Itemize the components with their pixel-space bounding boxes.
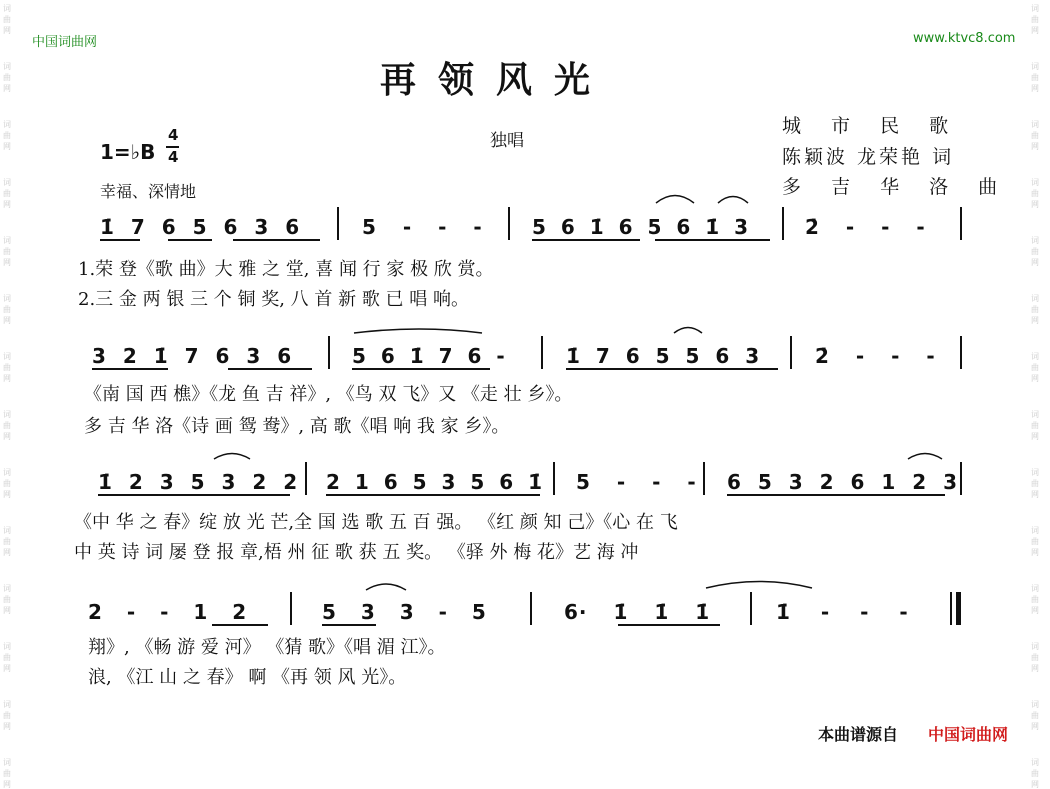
watermark-glyph: 词 [3, 468, 11, 477]
watermark-glyph: 网 [3, 316, 11, 325]
measure-1-3: 5 6 1̇ 6 5 6 1̇ 3 [532, 215, 750, 239]
watermark-glyph: 网 [1031, 490, 1039, 499]
lyric-line-2-1: 《南 国 西 樵》《龙 鱼 吉 祥》, 《鸟 双 飞》又 《走 壮 乡》。 [84, 384, 573, 405]
watermark-glyph: 曲 [1031, 595, 1039, 604]
key-signature: 1=♭B [100, 140, 156, 164]
watermark-glyph: 曲 [3, 189, 11, 198]
watermark-glyph: 网 [3, 606, 11, 615]
lyric-line-1-1: 1.荣 登《歌 曲》大 雅 之 堂, 喜 闻 行 家 极 欣 赏。 [78, 259, 494, 280]
lyric-line-2-2: 多 吉 华 洛《诗 画 鸳 鸯》, 高 歌《唱 响 我 家 乡》。 [84, 416, 510, 437]
watermark-glyph: 网 [1031, 722, 1039, 731]
watermark-glyph: 网 [1031, 258, 1039, 267]
slur [706, 582, 812, 589]
watermark-glyph: 曲 [3, 305, 11, 314]
watermark-glyph: 词 [1031, 584, 1039, 593]
watermark-glyph: 网 [1031, 780, 1039, 789]
watermark-glyph: 词 [1031, 352, 1039, 361]
watermark-glyph: 曲 [3, 73, 11, 82]
watermark-glyph: 词 [3, 62, 11, 71]
watermark-glyph: 词 [3, 526, 11, 535]
watermark-glyph: 网 [1031, 316, 1039, 325]
measure-4-3: 6· 1̇ 1̇ 1̇ [564, 600, 711, 624]
watermark-glyph: 网 [3, 548, 11, 557]
time-signature-top: 4 [168, 126, 179, 144]
measure-4-2: 5 3 3 - 5 [322, 600, 487, 624]
watermark-glyph: 词 [1031, 700, 1039, 709]
site-url-right: www.ktvc8.com [913, 31, 1016, 46]
measure-1-2: 5 - - - [362, 215, 483, 239]
lyric-line-3-2: 中 英 诗 词 屡 登 报 章,梧 州 征 歌 获 五 奖。 《驿 外 梅 花》艺 海 冲 [74, 542, 639, 563]
watermark-glyph: 词 [3, 236, 11, 245]
footer-source-label: 本曲谱源自 [818, 725, 899, 744]
measure-1-4: 2̇ - - - [805, 215, 926, 239]
watermark-glyph: 曲 [1031, 189, 1039, 198]
watermark-glyph: 词 [1031, 526, 1039, 535]
watermark-glyph: 曲 [1031, 305, 1039, 314]
lyric-line-3-1: 《中 华 之 春》绽 放 光 芒,全 国 选 歌 五 百 强。 《红 颜 知 己》《心 在 飞 [74, 512, 678, 533]
lyric-line-1-2: 2.三 金 两 银 三 个 铜 奖, 八 首 新 歌 已 唱 响。 [78, 289, 469, 310]
lyric-line-4-1: 翔》, 《畅 游 爱 河》 《猜 歌》《唱 湄 江》。 [88, 637, 446, 658]
watermark-glyph: 曲 [3, 131, 11, 140]
watermark-glyph: 曲 [3, 537, 11, 546]
watermark-glyph: 词 [3, 4, 11, 13]
measure-1-1: 1̇ 7 6 5 6 3 6 [100, 215, 301, 239]
watermark-glyph: 词 [3, 120, 11, 129]
watermark-glyph: 曲 [1031, 131, 1039, 140]
watermark-glyph: 网 [3, 490, 11, 499]
slur [718, 197, 748, 204]
watermark-glyph: 曲 [1031, 247, 1039, 256]
slur [366, 584, 406, 590]
watermark-glyph: 网 [1031, 26, 1039, 35]
watermark-glyph: 曲 [3, 421, 11, 430]
slur [674, 328, 702, 334]
watermark-glyph: 网 [3, 780, 11, 789]
watermark-glyph: 词 [3, 584, 11, 593]
watermark-glyph: 曲 [1031, 15, 1039, 24]
watermark-glyph: 网 [1031, 200, 1039, 209]
measure-3-1: 1̇ 2 3 5 3 2 2 [98, 470, 299, 494]
watermark-glyph: 词 [1031, 178, 1039, 187]
slur [214, 454, 250, 460]
measure-3-2: 2 1 6 5 3 5 6 1̇ [326, 470, 544, 494]
watermark-glyph: 曲 [3, 653, 11, 662]
slur [656, 196, 694, 204]
watermark-glyph: 曲 [1031, 73, 1039, 82]
watermark-glyph: 网 [3, 84, 11, 93]
watermark-glyph: 网 [3, 200, 11, 209]
watermark-glyph: 网 [1031, 664, 1039, 673]
watermark-glyph: 词 [1031, 236, 1039, 245]
style-label: 独唱 [490, 131, 524, 151]
measure-2-4: 2̇ - - - [815, 344, 936, 368]
watermark-glyph: 网 [1031, 432, 1039, 441]
measure-2-1: 3 2 1̇ 7 6 3 6 [92, 344, 293, 368]
watermark-glyph: 网 [1031, 374, 1039, 383]
watermark-glyph: 曲 [1031, 711, 1039, 720]
watermark-glyph: 曲 [3, 595, 11, 604]
tempo-marking: 幸福、深情地 [100, 182, 197, 201]
watermark-glyph: 词 [3, 410, 11, 419]
measure-2-2: 5 6 1̇ 7 6 - [352, 344, 506, 368]
watermark-glyph: 网 [1031, 606, 1039, 615]
watermark-glyph: 词 [1031, 294, 1039, 303]
watermark-glyph: 网 [3, 432, 11, 441]
watermark-glyph: 词 [1031, 642, 1039, 651]
watermark-glyph: 词 [1031, 62, 1039, 71]
measure-3-3: 5 - - - [576, 470, 697, 494]
watermark-glyph: 网 [3, 664, 11, 673]
watermark-glyph: 词 [1031, 4, 1039, 13]
measure-2-3: 1̇ 7 6 5 5 6 3 [566, 344, 761, 368]
slur [354, 329, 482, 333]
watermark-glyph: 曲 [1031, 653, 1039, 662]
slur [908, 454, 942, 460]
watermark-glyph: 曲 [3, 247, 11, 256]
watermark-glyph: 词 [3, 178, 11, 187]
watermark-glyph: 曲 [1031, 479, 1039, 488]
watermark-glyph: 词 [1031, 758, 1039, 767]
watermark-glyph: 曲 [3, 769, 11, 778]
footer-source-site: 中国词曲网 [928, 725, 1009, 744]
watermark-glyph: 曲 [1031, 769, 1039, 778]
watermark-glyph: 词 [3, 700, 11, 709]
watermark-glyph: 网 [3, 26, 11, 35]
watermark-glyph: 词 [1031, 468, 1039, 477]
song-title: 再领风光 [380, 59, 613, 101]
genre-credit: 城 市 民 歌 [782, 115, 961, 137]
watermark-glyph: 网 [3, 722, 11, 731]
watermark-glyph: 曲 [1031, 421, 1039, 430]
measure-4-4: 1̇ - - - [776, 600, 909, 624]
watermark-glyph: 曲 [3, 363, 11, 372]
watermark-glyph: 网 [1031, 84, 1039, 93]
watermark-glyph: 网 [1031, 548, 1039, 557]
watermark-glyph: 词 [3, 758, 11, 767]
watermark-glyph: 网 [1031, 142, 1039, 151]
watermark-glyph: 词 [1031, 410, 1039, 419]
watermark-glyph: 曲 [3, 711, 11, 720]
measure-4-1: 2 - - 1 2 [88, 600, 248, 624]
watermark-glyph: 曲 [3, 15, 11, 24]
watermark-glyph: 网 [3, 374, 11, 383]
watermark-glyph: 网 [3, 258, 11, 267]
measure-3-4: 6 5 3 2 6 1 2 3 [727, 470, 959, 494]
site-name-left: 中国词曲网 [32, 35, 98, 50]
watermark-glyph: 曲 [3, 479, 11, 488]
time-signature-bottom: 4 [168, 148, 179, 166]
watermark-glyph: 词 [3, 642, 11, 651]
lyric-line-4-2: 浪, 《江 山 之 春》 啊 《再 领 风 光》。 [88, 667, 407, 688]
watermark-glyph: 网 [3, 142, 11, 151]
watermark-glyph: 词 [3, 294, 11, 303]
watermark-glyph: 曲 [1031, 537, 1039, 546]
lyricist-credit: 陈颖波 龙荣艳 词 [782, 146, 955, 168]
watermark-glyph: 词 [3, 352, 11, 361]
composer-credit: 多 吉 华 洛 曲 [782, 176, 1010, 198]
watermark-glyph: 曲 [1031, 363, 1039, 372]
watermark-glyph: 词 [1031, 120, 1039, 129]
